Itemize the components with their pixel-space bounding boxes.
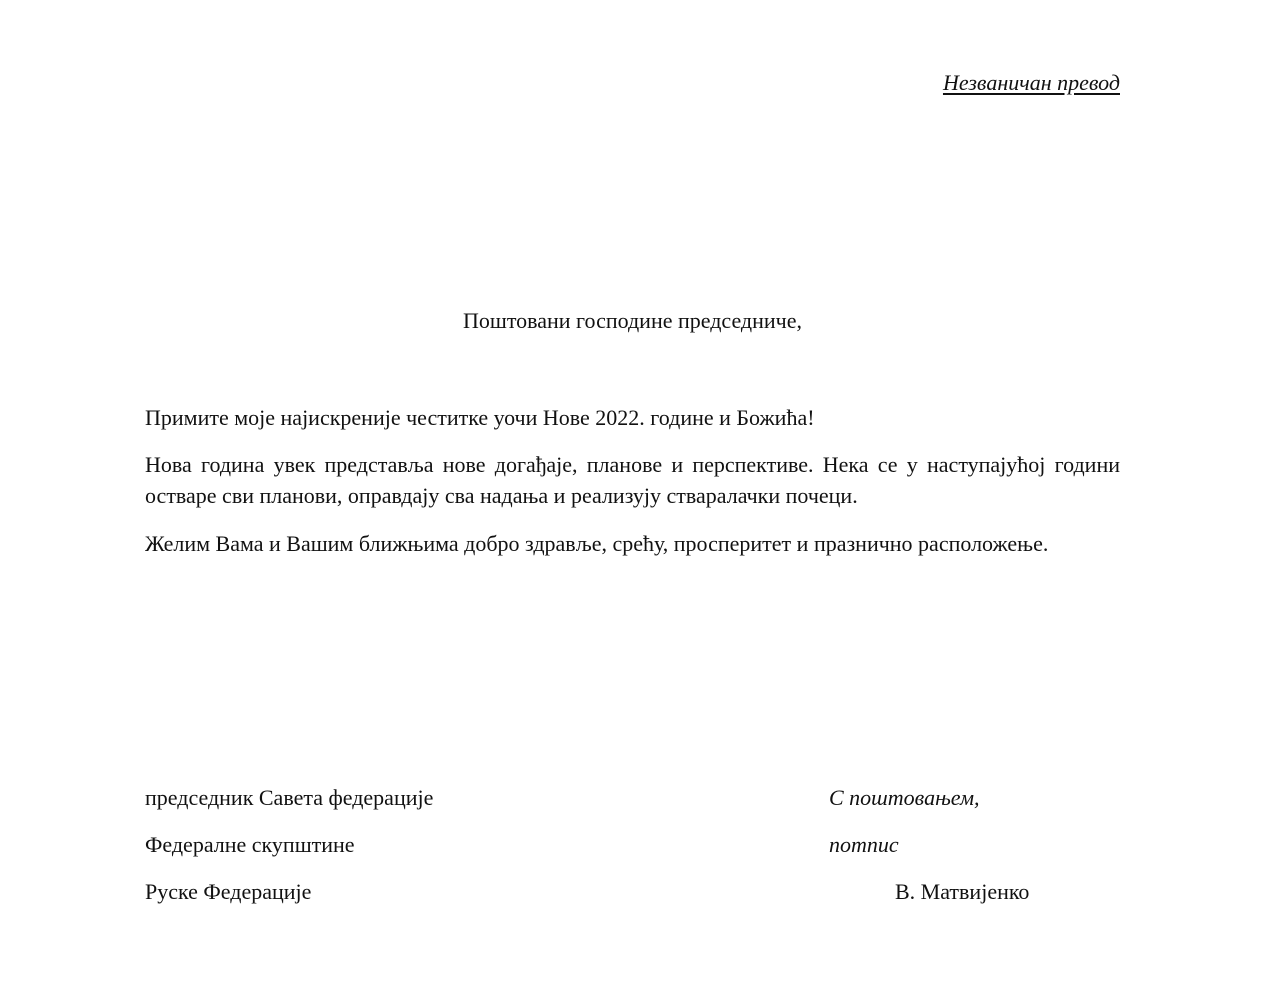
letter-paragraph-wishes: Нова година увек представља нове догађаје, планове и перспективе. Нека се у наступајућој години остваре сви планови, оправдају сва надања и реализују стваралачки почеци.: [145, 452, 1120, 508]
letter-salutation: Поштовани господине председниче,: [462, 308, 802, 333]
signatory-title-line-3: Руске Федерације: [145, 879, 312, 904]
letter-body: [145, 402, 1120, 576]
letter-paragraph-greeting: Примите моје најискреније честитке уочи Нове 2022. године и Божића!: [145, 405, 815, 430]
signatory-title-block: [145, 783, 433, 924]
signature-block: [829, 783, 1029, 924]
signatory-title-line-2: Федералне скупштине: [145, 832, 355, 857]
signature-placeholder: потпис: [829, 832, 899, 857]
unofficial-translation-note: Незваничан превод: [942, 70, 1120, 95]
signatory-name: В. Матвијенко: [895, 879, 1030, 904]
letter-paragraph-closing-wishes: Желим Вама и Вашим ближњима добро здравље, срећу, просперитет и празнично расположење.: [145, 531, 1049, 556]
signatory-title-line-1: председник Савета федерације: [145, 785, 434, 810]
closing-phrase: С поштовањем,: [829, 785, 980, 810]
